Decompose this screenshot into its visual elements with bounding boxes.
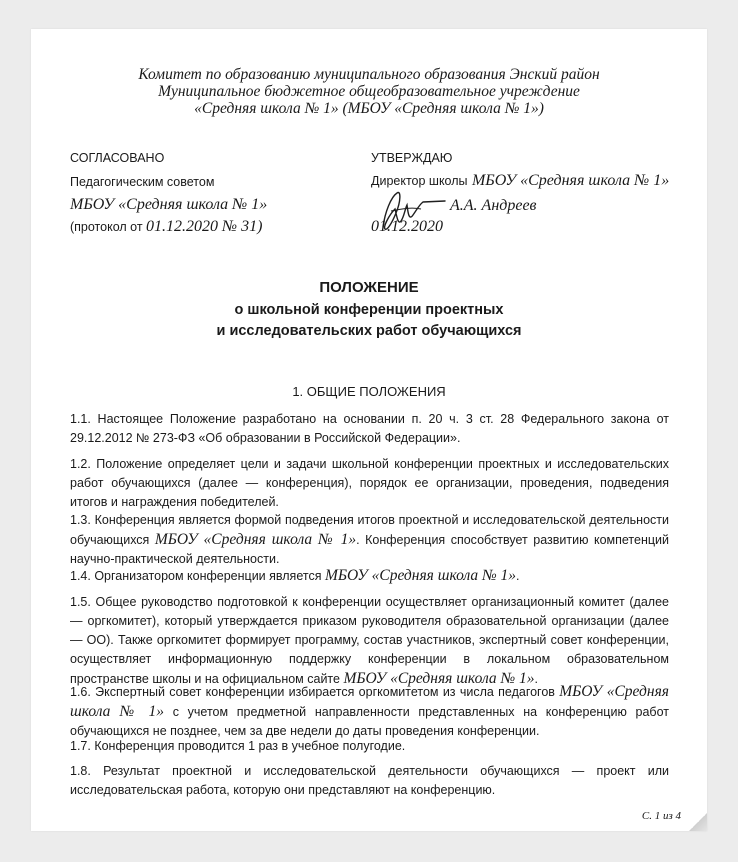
protocol-prefix: (протокол от	[70, 220, 147, 234]
paragraph-1-4-org: МБОУ «Средняя школа № 1»	[324, 567, 517, 584]
document-page	[31, 29, 707, 831]
page-corner-fold	[689, 813, 707, 831]
paragraph-1-6-org: МБОУ «Средняя школа № 1»	[70, 683, 669, 720]
approval-date: 01.12.2020	[371, 218, 443, 235]
page-number: С. 1 из 4	[641, 810, 681, 822]
paragraph-1-3	[70, 511, 669, 569]
paragraph-1-5-org: МБОУ «Средняя школа № 1»	[343, 670, 535, 687]
paragraph-1-5	[70, 593, 669, 689]
header-line-3: «Средняя школа № 1» (МБОУ «Средняя школа № 1»)	[194, 100, 544, 117]
paragraph-1-5-text-a: 1.5. Общее руководство подготовкой к конференции осуществляет организационный комитет (далее — оргкомитет), который утверждается приказом руководителя образовательной организации (далее — ОО). Также оргкомитет формирует программу, состав участников, экспертный совет конференции, осуществляет информационную поддержку конференции в локальном образовательном пространстве школы и на официальном сайте	[70, 595, 669, 686]
paragraph-1-3-text-a: 1.3. Конференция является формой подведения итогов проектной и исследовательской деятельности обучающихся	[70, 513, 669, 547]
paragraph-1-4-text-b: .	[516, 569, 520, 583]
approval-right-title: УТВЕРЖДАЮ	[371, 151, 453, 165]
paragraph-1-6-text-a: 1.6. Экспертный совет конференции избирается оргкомитетом из числа педагогов	[70, 685, 560, 699]
paragraph-1-2: 1.2. Положение определяет цели и задачи школьной конференции проектных и исследовательских работ обучающихся (далее — конференция), порядок ее организации, проведения, подведения итогов и награждения победителей.	[70, 457, 669, 509]
paragraph-1-4-text-a: 1.4. Организатором конференции является	[70, 569, 325, 583]
paragraph-1-6-text-b: с учетом предметной направленности представленных на конференцию работ обучающихся не позднее, чем за две недели до даты проведения конференции.	[70, 705, 669, 738]
paragraph-1-1: 1.1. Настоящее Положение разработано на основании п. 20 ч. 3 ст. 28 Федерального закона от 29.12.2012 № 273-ФЗ «Об образовании в Российской Федерации».	[70, 412, 669, 445]
paragraph-1-3-text-b: . Конференция способствует развитию компетенций научно-практической деятельности.	[70, 533, 669, 566]
header-line-1: Комитет по образованию муниципального образования Энский район	[138, 66, 600, 83]
approval-right-org: МБОУ «Средняя школа № 1»	[471, 172, 670, 189]
approval-left-title: СОГЛАСОВАНО	[70, 151, 165, 165]
title-line-3: и исследовательских работ обучающихся	[216, 323, 522, 339]
section-heading: 1. ОБЩИЕ ПОЛОЖЕНИЯ	[292, 384, 446, 399]
title-line-1: ПОЛОЖЕНИЕ	[319, 279, 419, 296]
protocol-value: 01.12.2020 № 31)	[146, 218, 263, 235]
paragraph-1-6	[70, 682, 669, 741]
document-title	[31, 277, 707, 342]
director-position: Директор школы	[371, 174, 468, 188]
paragraph-1-4	[70, 566, 669, 586]
approval-left-body: Педагогическим советом	[70, 175, 215, 189]
header-line-2: Муниципальное бюджетное общеобразовательное учреждение	[158, 83, 580, 100]
paragraph-1-5-text-b: .	[534, 672, 539, 686]
approval-left-protocol	[70, 218, 262, 236]
paragraph-1-3-org: МБОУ «Средняя школа № 1»	[154, 531, 357, 548]
document-header	[31, 66, 707, 117]
title-line-2: о школьной конференции проектных	[234, 302, 504, 318]
approval-left-org: МБОУ «Средняя школа № 1»	[70, 196, 268, 213]
paragraph-1-7: 1.7. Конференция проводится 1 раз в учебное полугодие.	[70, 739, 406, 753]
signer-name: А.А. Андреев	[450, 197, 537, 214]
paragraph-1-8: 1.8. Результат проектной и исследовательской деятельности обучающихся — проект или исследовательская работа, которую они представляют на конференцию.	[70, 764, 669, 797]
